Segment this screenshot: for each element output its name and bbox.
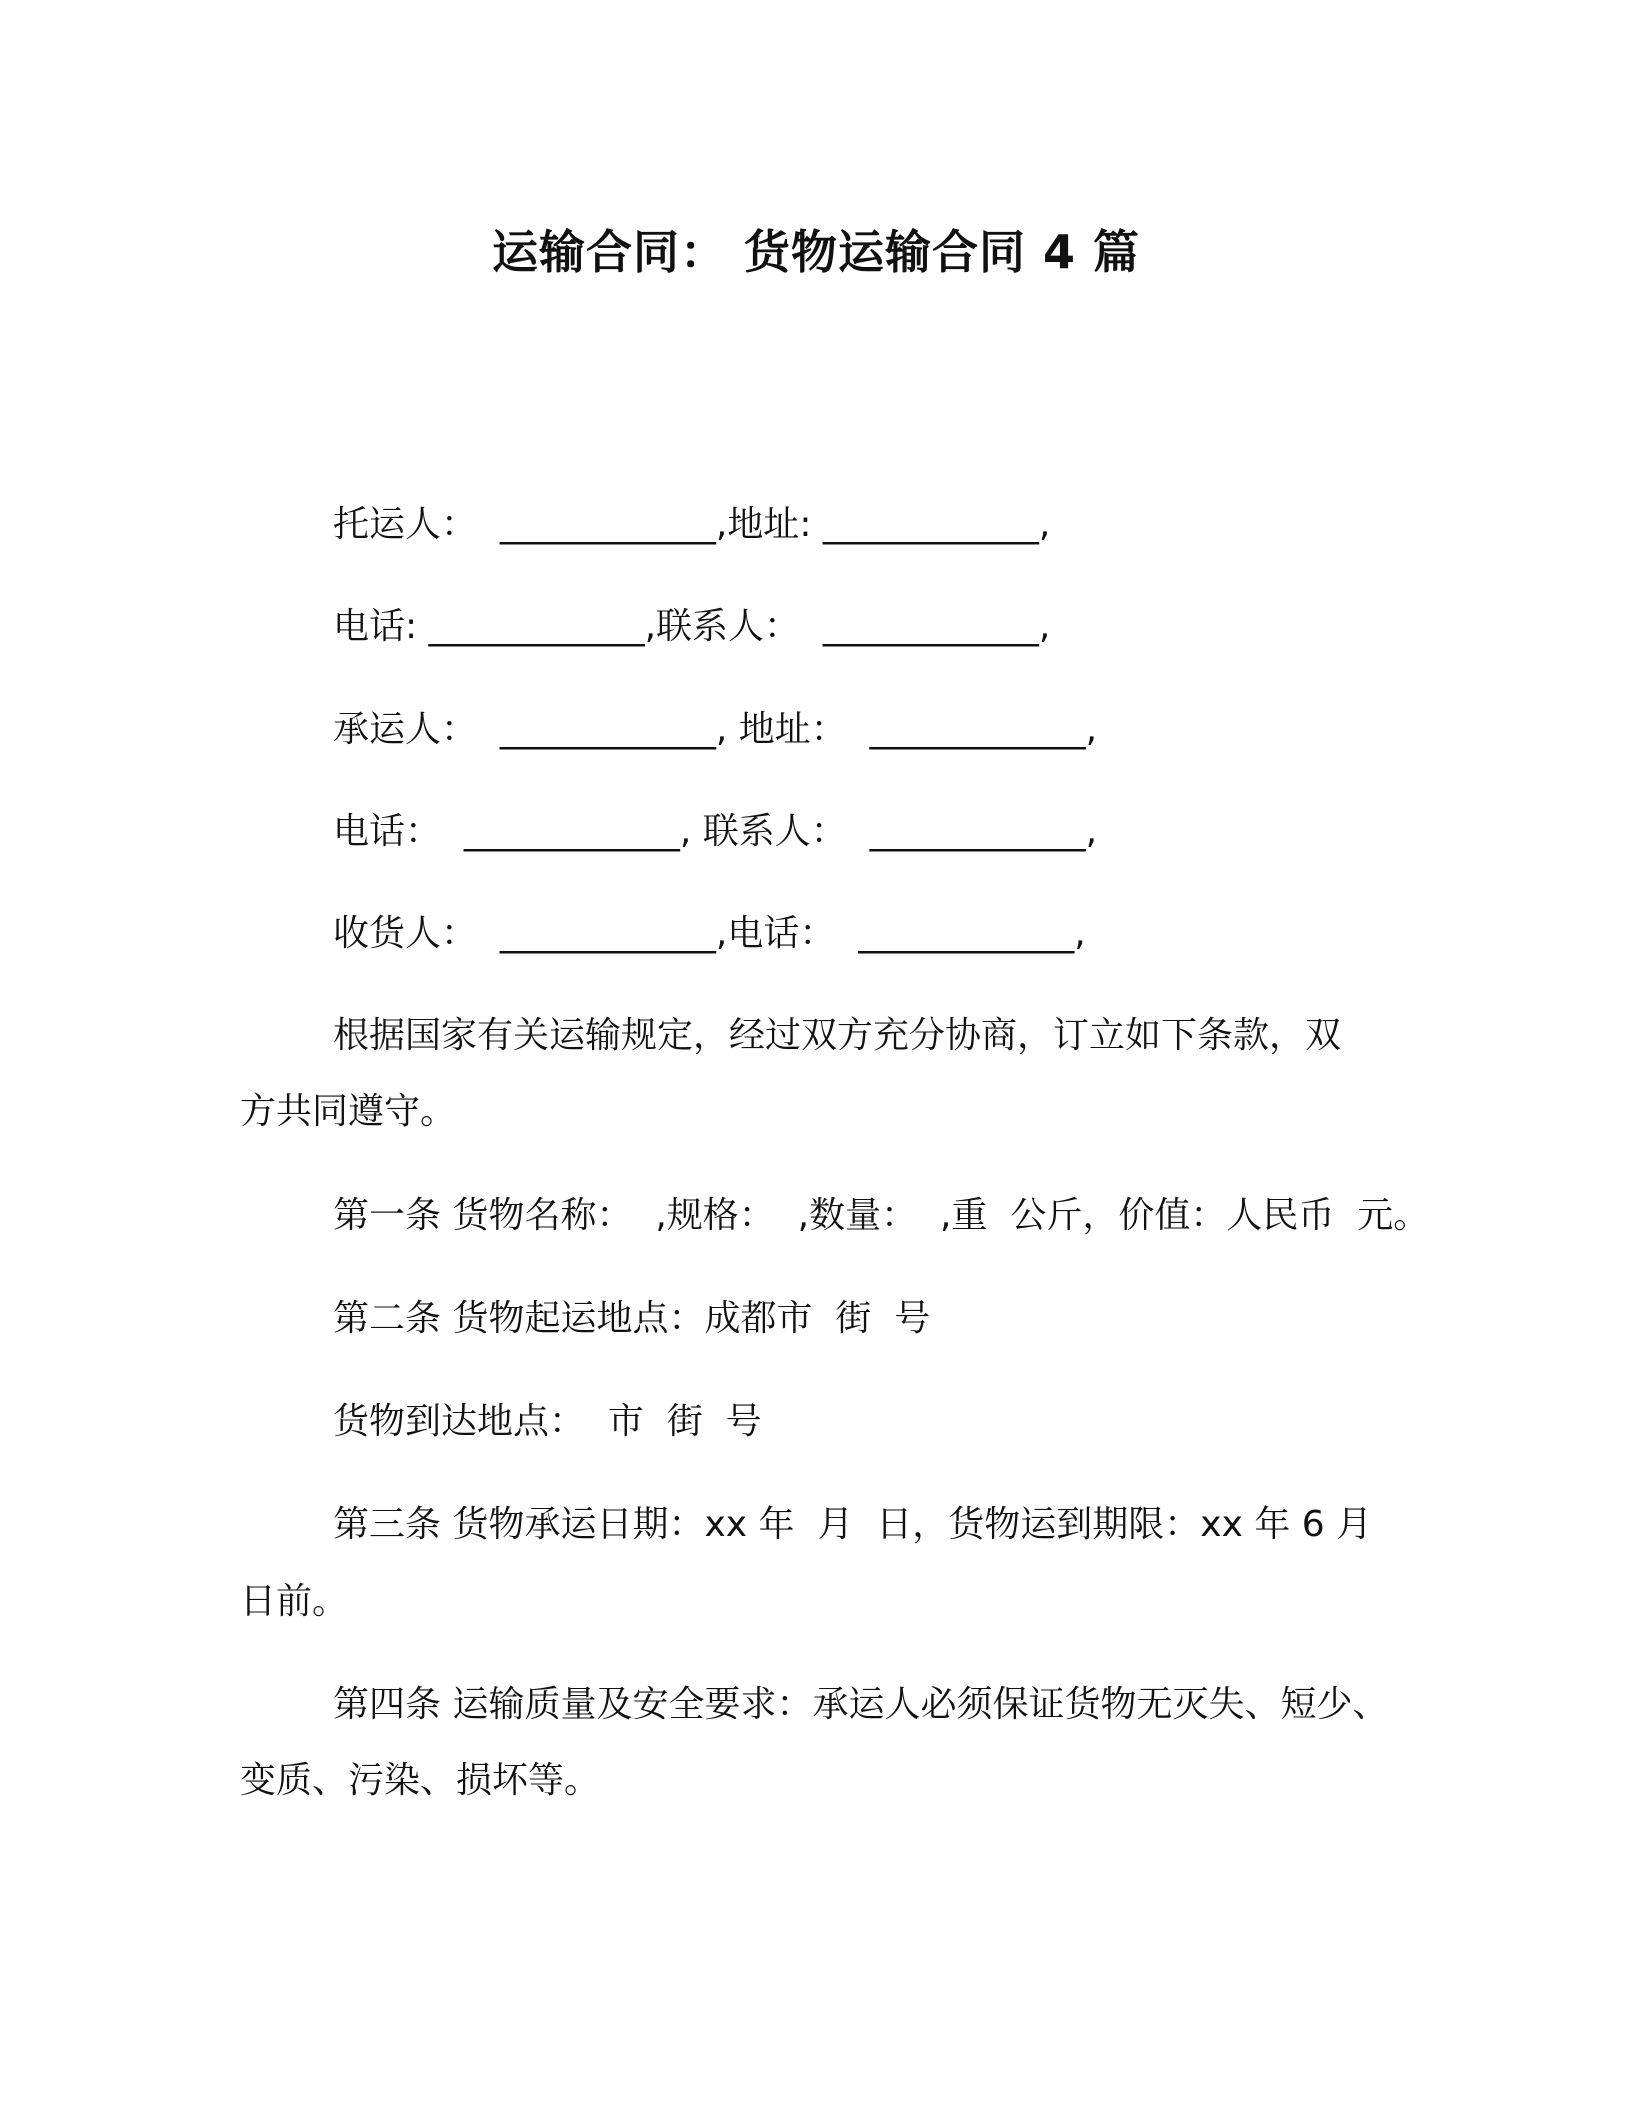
clause-3-line-1: 第三条 货物承运日期：xx 年 月 日，货物运到期限：xx 年 6 月: [333, 1504, 1373, 1545]
clause-4-line-1: 第四条 运输质量及安全要求：承运人必须保证货物无灭失、短少、: [333, 1684, 1389, 1725]
consignee-line: 收货人： ____________,电话： ____________,: [333, 913, 1086, 954]
carrier-phone-line: 电话： ____________, 联系人： ____________,: [333, 811, 1098, 852]
preamble-line-1: 根据国家有关运输规定，经过双方充分协商，订立如下条款，双: [333, 1015, 1342, 1056]
carrier-line: 承运人： ____________, 地址： ____________,: [333, 709, 1098, 750]
clause-2-line: 第二条 货物起运地点：成都市 街 号: [333, 1298, 931, 1339]
shipper-line: 托运人： ____________,地址: ____________,: [333, 504, 1051, 545]
clause-4-line-2: 变质、污染、损坏等。: [240, 1760, 601, 1801]
clause-3-line-2: 日前。: [240, 1581, 349, 1622]
preamble-line-2: 方共同遵守。: [240, 1091, 457, 1132]
document-title: 运输合同： 货物运输合同 4 篇: [491, 225, 1141, 279]
shipper-phone-line: 电话: ____________,联系人： ____________,: [333, 606, 1051, 647]
destination-line: 货物到达地点： 市 街 号: [333, 1401, 762, 1442]
clause-1-line: 第一条 货物名称： ,规格： ,数量： ,重 公斤，价值：人民币 元。: [333, 1195, 1430, 1236]
